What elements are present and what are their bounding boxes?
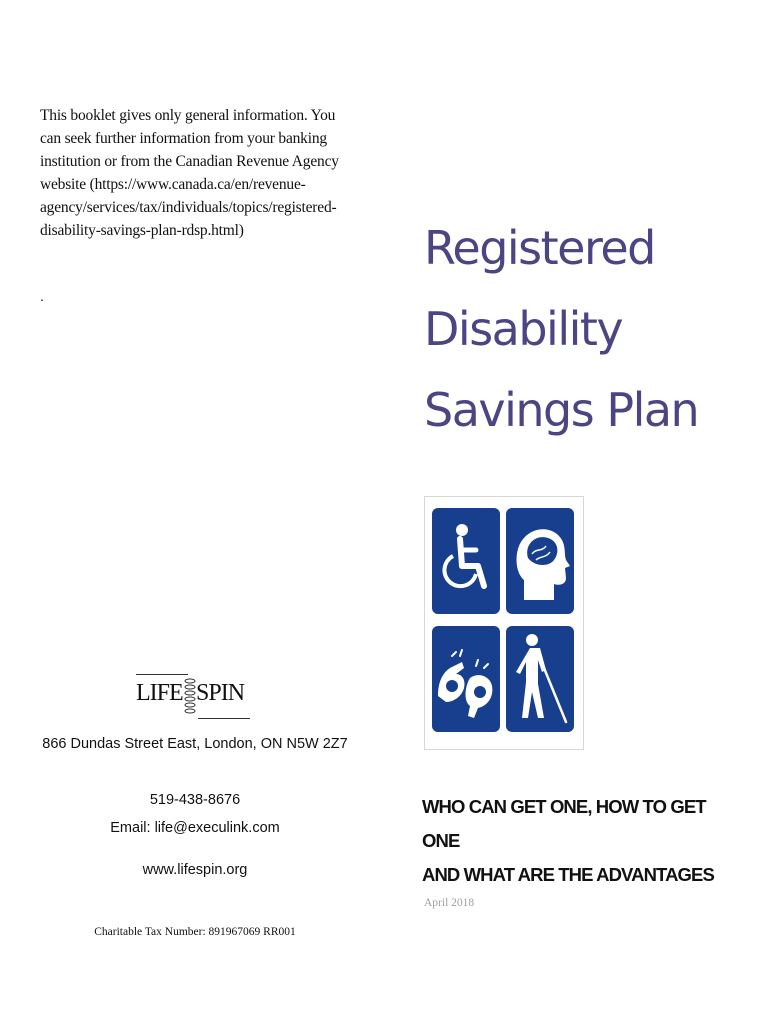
logo-word-life: LIFE — [136, 680, 183, 706]
intro-paragraph: This booklet gives only general information. You can seek further information from your banking institution or from the Canadian Revenue Agency website (https://www.canada.ca/en/revenue-agency/services/tax/individuals/topics/registered-disability-savings-plan-rdsp.html) — [40, 107, 339, 239]
email-address: Email: life@execulink.com — [110, 820, 280, 836]
subtitle-line-2: AND WHAT ARE THE ADVANTAGES — [422, 864, 714, 885]
title-line-1: Registered — [424, 221, 655, 275]
trailing-dot: . — [40, 288, 44, 304]
booklet-title — [424, 208, 744, 451]
charitable-tax-number: Charitable Tax Number: 891967069 RR001 — [94, 926, 296, 938]
address: 866 Dundas Street East, London, ON N5W 2Z7 — [42, 736, 348, 752]
logo-rule-bottom — [198, 718, 250, 719]
wheelchair-icon — [432, 508, 500, 614]
title-line-2: Disability — [424, 302, 623, 356]
title-line-3: Savings Plan — [424, 383, 699, 437]
subtitle-line-1: WHO CAN GET ONE, HOW TO GET ONE — [422, 796, 706, 851]
lifespin-logo — [136, 674, 251, 722]
website-link[interactable]: www.lifespin.org — [142, 862, 248, 878]
phone-number: 519-438-8676 — [149, 792, 241, 808]
logo-word-spin: SPIN — [196, 680, 245, 706]
disability-icons-grid — [424, 496, 584, 750]
publication-date: April 2018 — [424, 897, 475, 909]
spiral-icon — [183, 676, 197, 718]
white-cane-icon — [506, 626, 574, 732]
head-brain-icon — [506, 508, 574, 614]
logo-rule-top — [136, 674, 188, 675]
sign-language-icon — [432, 626, 500, 732]
booklet-subtitle — [422, 790, 722, 892]
